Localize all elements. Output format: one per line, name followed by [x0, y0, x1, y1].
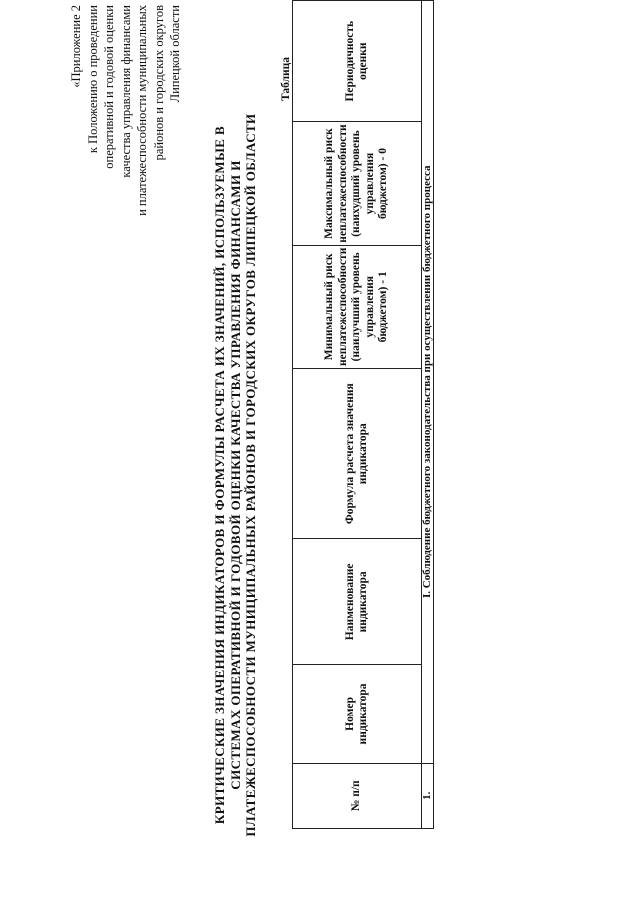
title-line: КРИТИЧЕСКИЕ ЗНАЧЕНИЯ ИНДИКАТОРОВ И ФОРМУЛЫ РАСЧЕТА ИХ ЗНАЧЕНИЙ, ИСПОЛЬЗУЕМЫЕ В — [212, 125, 227, 825]
indicators-table — [292, 0, 434, 829]
appendix-line: и платежеспособности муниципальных — [135, 5, 149, 216]
header-cell-indicator-name: Наименование индикатора — [293, 539, 422, 665]
appendix-line: районов и городских округов — [151, 5, 166, 161]
header-cell-formula: Формула расчета значения индикатора — [293, 368, 422, 538]
document-title — [212, 85, 259, 865]
title-line: СИСТЕМАХ ОПЕРАТИВНОЙ И ГОДОВОЙ ОЦЕНКИ КАЧЕСТВА УПРАВЛЕНИЯ ФИНАНСАМИ И — [227, 160, 243, 790]
appendix-line: к Положению о проведении — [85, 5, 100, 154]
table-section-row — [422, 1, 434, 829]
section-title: I. Соблюдение бюджетного законодательства при осуществлении бюджетного процесса — [422, 1, 434, 764]
appendix-line: Липецкой области — [168, 5, 182, 103]
appendix-note — [68, 5, 184, 265]
header-cell-number: № п/п — [293, 763, 422, 828]
header-cell-indicator-number: Номер индикатора — [293, 665, 422, 763]
header-cell-periodicity: Периодичность оценки — [293, 1, 422, 122]
appendix-line: оперативной и годовой оценки — [102, 5, 116, 169]
header-cell-min-risk: Минимальный риск неплатежеспособности (наилучший уровень управления бюджетом) - 1 — [293, 245, 422, 368]
table-header-row — [293, 1, 422, 829]
appendix-line: качества управления финансами — [118, 5, 133, 178]
header-cell-max-risk: Максимальный риск неплатежеспособности (наихудший уровень управления бюджетом) - 0 — [293, 122, 422, 245]
table-label: Таблица — [280, 56, 292, 101]
title-line: ПЛАТЕЖЕСПОСОБНОСТИ МУНИЦИПАЛЬНЫХ РАЙОНОВ И ГОРОДСКИХ ОКРУГОВ ЛИПЕЦКОЙ ОБЛАСТИ — [243, 113, 258, 837]
appendix-line: «Приложение 2 — [69, 5, 83, 88]
section-number: 1. — [422, 763, 434, 828]
